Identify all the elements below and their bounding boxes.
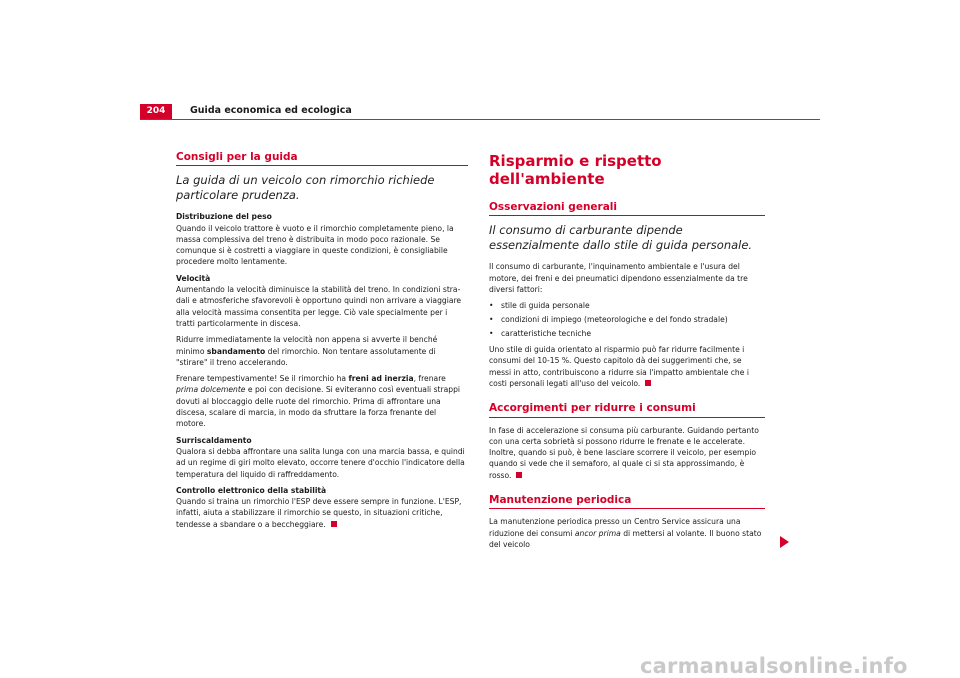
section-heading-tips: Consigli per la guida <box>176 152 468 166</box>
end-mark-icon <box>645 380 651 386</box>
subheading-overheating: Surriscaldamento <box>176 435 252 445</box>
paragraph-overheating: Qualora si debba affrontare una salita lunga con una marcia bassa, e quindi ad un regime di giri molto elevato, occorre tenere d'occhio l'indicatore della temperatura del liquido di raffreddamento. <box>176 446 465 479</box>
header-rule <box>140 119 820 120</box>
section-heading-consumption: Accorgimenti per ridurre i consumi <box>489 403 765 417</box>
page-number: 204 <box>140 104 172 119</box>
list-item: • stile di guida personale <box>489 301 590 311</box>
section-heading-general: Osservazioni generali <box>489 202 765 216</box>
paragraph-esp: Quando si traina un rimorchio l'ESP deve essere sempre in funzione. L'ESP, infatti, aiuta a stabilizzare il rimorchio se questo, in situazioni critiche, tendesse a sbandare o a beccheggiare. <box>176 497 462 529</box>
watermark: carmanualsonline.info <box>640 654 908 678</box>
bullet-icon: • <box>489 314 494 324</box>
bullet-icon: • <box>489 328 494 338</box>
list-item: • caratteristiche tecniche <box>489 328 591 338</box>
section-heading-maintenance: Manutenzione periodica <box>489 495 765 509</box>
paragraph-factors: Il consumo di carburante, l'inquinamento ambientale e l'usura del motore, dei freni e dei pneumatici dipendono essenzialmente da tre diversi fattori: <box>489 262 748 294</box>
next-page-arrow-icon[interactable] <box>780 536 789 548</box>
list-item: • condizioni di impiego (meteorologiche e del fondo stradale) <box>489 314 728 324</box>
subheading-weight: Distribuzione del peso <box>176 212 272 222</box>
subheading-speed: Velocità <box>176 273 211 283</box>
paragraph-speed: Aumentando la velocità diminuisce la stabilità del treno. In condizioni stra-dali e atmosferiche sfavorevoli è opportuno quindi non arrivare a viaggiare alla velocità massima consentita per legge. Ciò vale specialmente per i tratti particolarmente in discesa. <box>176 285 462 328</box>
lead-text-general: Il consumo di carburante dipende essenzialmente dallo stile di guida personale. <box>489 223 753 252</box>
end-mark-icon <box>516 472 522 478</box>
subheading-esp: Controllo elettronico della stabilità <box>176 485 327 495</box>
paragraph-braking: Frenare tempestivamente! Se il rimorchio ha freni ad inerzia, frenare prima dolcemente e poi con decisione. Si eviteranno così eventuali strappi dovuti al bloccaggio delle ruote del rimorchio. Prima di affrontare una discesa, scalare di marcia, in modo da sfruttare la forza frenante del motore. <box>176 374 461 429</box>
section-consumption <box>489 403 765 481</box>
bullet-icon: • <box>489 301 494 311</box>
paragraph-maintenance: La manutenzione periodica presso un Centro Service assicura una riduzione dei consumi ancor prima di mettersi al volante. Il buono stato del veicolo <box>489 517 762 549</box>
running-title: Guida economica ed ecologica <box>190 105 352 116</box>
paragraph-sway: Ridurre immediatamente la velocità non appena si avverte il benché minimo sbandamento del rimorchio. Non tentare assolutamente di "stirare" il treno accelerando. <box>176 335 438 367</box>
paragraph-weight: Quando il veicolo trattore è vuoto e il rimorchio completamente pieno, la massa complessiva del treno è distribuita in modo poco razionale. Se comunque si è costretti a viaggiare in queste condizioni, è consigliabile procedere molto lentamente. <box>176 223 454 267</box>
paragraph-consumption: In fase di accelerazione si consuma più carburante. Guidando pertanto con una certa sobrietà si possono ridurre le frenate e le accelerate. Inoltre, quando si può, è bene lasciare scorrere il veicolo, per esempio quando si vede che il semaforo, al quale ci si sta approssimando, è rosso. <box>489 425 759 480</box>
paragraph-savings: Uno stile di guida orientato al risparmio può far ridurre facilmente i consumi del 10-15 %. Questo capitolo dà dei suggerimenti che, se messi in atto, contribuiscono a ridurre sia l'impatto ambientale che i costi personali legati all'uso del veicolo. <box>489 345 749 388</box>
chapter-title: Risparmio e rispetto dell'ambiente <box>489 152 662 188</box>
right-column <box>489 152 765 555</box>
lead-text: La guida di un veicolo con rimorchio richiede particolare prudenza. <box>176 173 435 202</box>
factor-list <box>489 300 765 339</box>
section-maintenance <box>489 495 765 550</box>
end-mark-icon <box>331 521 337 527</box>
left-column <box>176 152 468 535</box>
